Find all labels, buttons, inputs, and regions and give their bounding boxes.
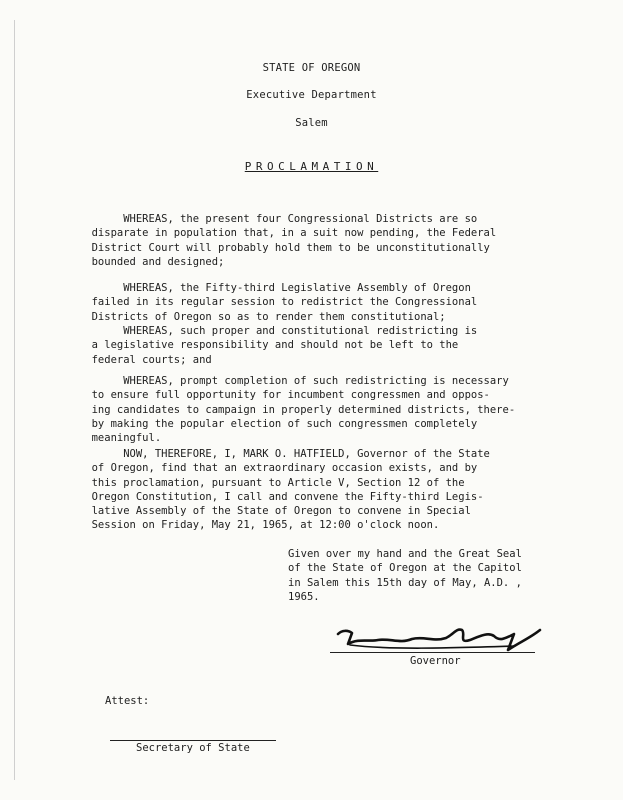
governor-signature-line <box>330 652 535 653</box>
paragraph-now-therefore: NOW, THEREFORE, I, MARK O. HATFIELD, Governor of the State of Oregon, find that an extraordinary occasion exists, and by this proclamation, pursuant to Article V, Section 12 of the Oregon Constitution, I call and convene the Fifty-third Legis- lative Assembly of the State of Oregon to convene in Special Session on Friday, May 21, 1965, at 12:00 o'clock noon. <box>91 448 490 532</box>
scan-margin-line <box>14 20 15 780</box>
header-state: STATE OF OREGON <box>262 62 361 74</box>
paragraph-whereas-1: WHEREAS, the present four Congressional Districts are so disparate in population that, in a suit now pending, the Federal District Court will probably hold them to be unconstitutionally bounded and designed; <box>91 213 497 268</box>
governor-signature-image <box>330 620 545 660</box>
paragraph-whereas-4: WHEREAS, prompt completion of such redistricting is necessary to ensure full opportunity for incumbent congressmen and oppos- ing candidates to campaign in properly determined districts, there- by making the popular election of such congressmen completely meaningful. <box>91 375 516 445</box>
secretary-signature-line <box>110 740 276 741</box>
paragraph-whereas-3: WHEREAS, such proper and constitutional redistricting is a legislative responsibility and should not be left to the federal courts; and <box>91 325 478 366</box>
header-city: Salem <box>295 117 328 129</box>
header-department: Executive Department <box>246 89 377 101</box>
document-title: PROCLAMATION <box>244 160 379 173</box>
attest-label: Attest: <box>105 695 150 707</box>
paragraph-whereas-2: WHEREAS, the Fifty-third Legislative Assembly of Oregon failed in its regular session to redistrict the Congressional Districts of Oregon so as to render them constitutional; <box>91 282 478 323</box>
secretary-label: Secretary of State <box>136 742 250 754</box>
governor-label: Governor <box>410 655 461 667</box>
given-statement: Given over my hand and the Great Seal of the State of Oregon at the Capitol in Salem this 15th day of May, A.D. , 1965. <box>288 548 522 603</box>
